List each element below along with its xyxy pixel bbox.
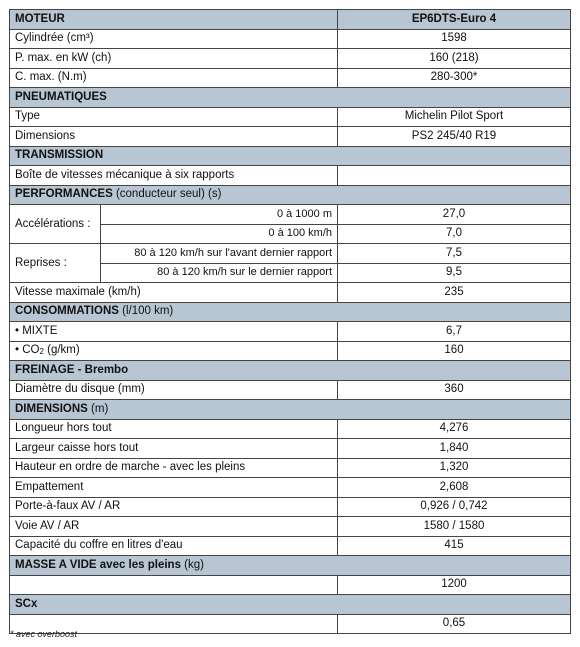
co2-label-post: (g/km) <box>43 344 80 357</box>
table-row <box>10 68 571 88</box>
row-label: Capacité du coffre en litres d'eau <box>10 536 338 556</box>
row-value: 1200 <box>338 575 571 595</box>
section-title: FREINAGE - Brembo <box>10 361 571 381</box>
row-value: 6,7 <box>338 322 571 342</box>
table-row <box>10 517 571 537</box>
table-row <box>10 166 571 186</box>
section-title-text: DIMENSIONS <box>15 402 88 415</box>
row-value: 1598 <box>338 29 571 49</box>
row-value: 160 <box>338 341 571 361</box>
table-row <box>10 478 571 498</box>
row-sublabel: 0 à 100 km/h <box>101 224 338 244</box>
table-row <box>10 536 571 556</box>
section-title <box>10 185 571 205</box>
row-label: Type <box>10 107 338 127</box>
table-row <box>10 380 571 400</box>
table-row <box>10 283 571 303</box>
row-label: Diamètre du disque (mm) <box>10 380 338 400</box>
row-value: 415 <box>338 536 571 556</box>
row-label: • MIXTE <box>10 322 338 342</box>
row-value: 0,926 / 0,742 <box>338 497 571 517</box>
section-title-text: CONSOMMATIONS <box>15 305 119 318</box>
row-value: 1,840 <box>338 439 571 459</box>
row-label: Longueur hors tout <box>10 419 338 439</box>
row-value: 235 <box>338 283 571 303</box>
row-label: Voie AV / AR <box>10 517 338 537</box>
table-row <box>10 419 571 439</box>
row-value: PS2 245/40 R19 <box>338 127 571 147</box>
section-title-text: MASSE A VIDE avec les pleins <box>15 558 181 571</box>
row-value: 7,5 <box>338 244 571 264</box>
table-row <box>10 244 571 264</box>
section-header-performances <box>10 185 571 205</box>
table-row <box>10 341 571 361</box>
row-sublabel: 80 à 120 km/h sur le dernier rapport <box>101 263 338 283</box>
header-value: EP6DTS-Euro 4 <box>338 10 571 30</box>
row-label: Porte-à-faux AV / AR <box>10 497 338 517</box>
table-row <box>10 458 571 478</box>
table-header-row <box>10 10 571 30</box>
section-header-consommations <box>10 302 571 322</box>
row-value: 2,608 <box>338 478 571 498</box>
row-value: 0,65 <box>338 614 571 634</box>
row-value: 280-300* <box>338 68 571 88</box>
spec-table <box>9 9 571 634</box>
section-header-scx <box>10 595 571 615</box>
row-label <box>10 341 338 361</box>
row-sublabel: 0 à 1000 m <box>101 205 338 225</box>
table-row <box>10 107 571 127</box>
row-value: 7,0 <box>338 224 571 244</box>
row-label: Largeur caisse hors tout <box>10 439 338 459</box>
co2-label-pre: • CO <box>15 344 40 357</box>
row-value: 1,320 <box>338 458 571 478</box>
row-value: 160 (218) <box>338 49 571 69</box>
row-value: 4,276 <box>338 419 571 439</box>
table-row <box>10 322 571 342</box>
table-row <box>10 497 571 517</box>
row-label: Empattement <box>10 478 338 498</box>
section-title: PNEUMATIQUES <box>10 88 571 108</box>
table-row <box>10 127 571 147</box>
row-value <box>338 166 571 186</box>
section-unit: (conducteur seul) (s) <box>112 188 222 201</box>
row-label: P. max. en kW (ch) <box>10 49 338 69</box>
row-value: 9,5 <box>338 263 571 283</box>
row-label: C. max. (N.m) <box>10 68 338 88</box>
row-value: 1580 / 1580 <box>338 517 571 537</box>
row-label: Dimensions <box>10 127 338 147</box>
row-value: Michelin Pilot Sport <box>338 107 571 127</box>
section-title-text: PERFORMANCES <box>15 188 113 201</box>
row-sublabel: 80 à 120 km/h sur l'avant dernier rapport <box>101 244 338 264</box>
section-header-masse <box>10 556 571 576</box>
section-header-freinage <box>10 361 571 381</box>
section-title: SCx <box>10 595 571 615</box>
co2-label-sub: 2 <box>39 347 44 357</box>
section-unit: (l/100 km) <box>118 305 174 318</box>
section-header-dimensions <box>10 400 571 420</box>
section-unit: (m) <box>87 402 109 415</box>
section-header-transmission <box>10 146 571 166</box>
row-label: Vitesse maximale (km/h) <box>10 283 338 303</box>
section-title <box>10 556 571 576</box>
section-title <box>10 302 571 322</box>
footnote: * avec overboost <box>10 629 78 639</box>
section-title: TRANSMISSION <box>10 146 571 166</box>
section-header-pneumatiques <box>10 88 571 108</box>
reprises-label: Reprises : <box>10 244 101 283</box>
table-row <box>10 575 571 595</box>
section-unit: (kg) <box>180 558 204 571</box>
section-title <box>10 400 571 420</box>
table-row <box>10 205 571 225</box>
row-label <box>10 575 338 595</box>
table-row <box>10 29 571 49</box>
row-label: Hauteur en ordre de marche - avec les pleins <box>10 458 338 478</box>
table-row <box>10 614 571 634</box>
table-row <box>10 439 571 459</box>
header-label: MOTEUR <box>10 10 338 30</box>
row-label: Boîte de vitesses mécanique à six rapports <box>10 166 338 186</box>
accelerations-label: Accélérations : <box>10 205 101 244</box>
row-value: 27,0 <box>338 205 571 225</box>
row-label: Cylindrée (cm³) <box>10 29 338 49</box>
table-row <box>10 49 571 69</box>
row-value: 360 <box>338 380 571 400</box>
